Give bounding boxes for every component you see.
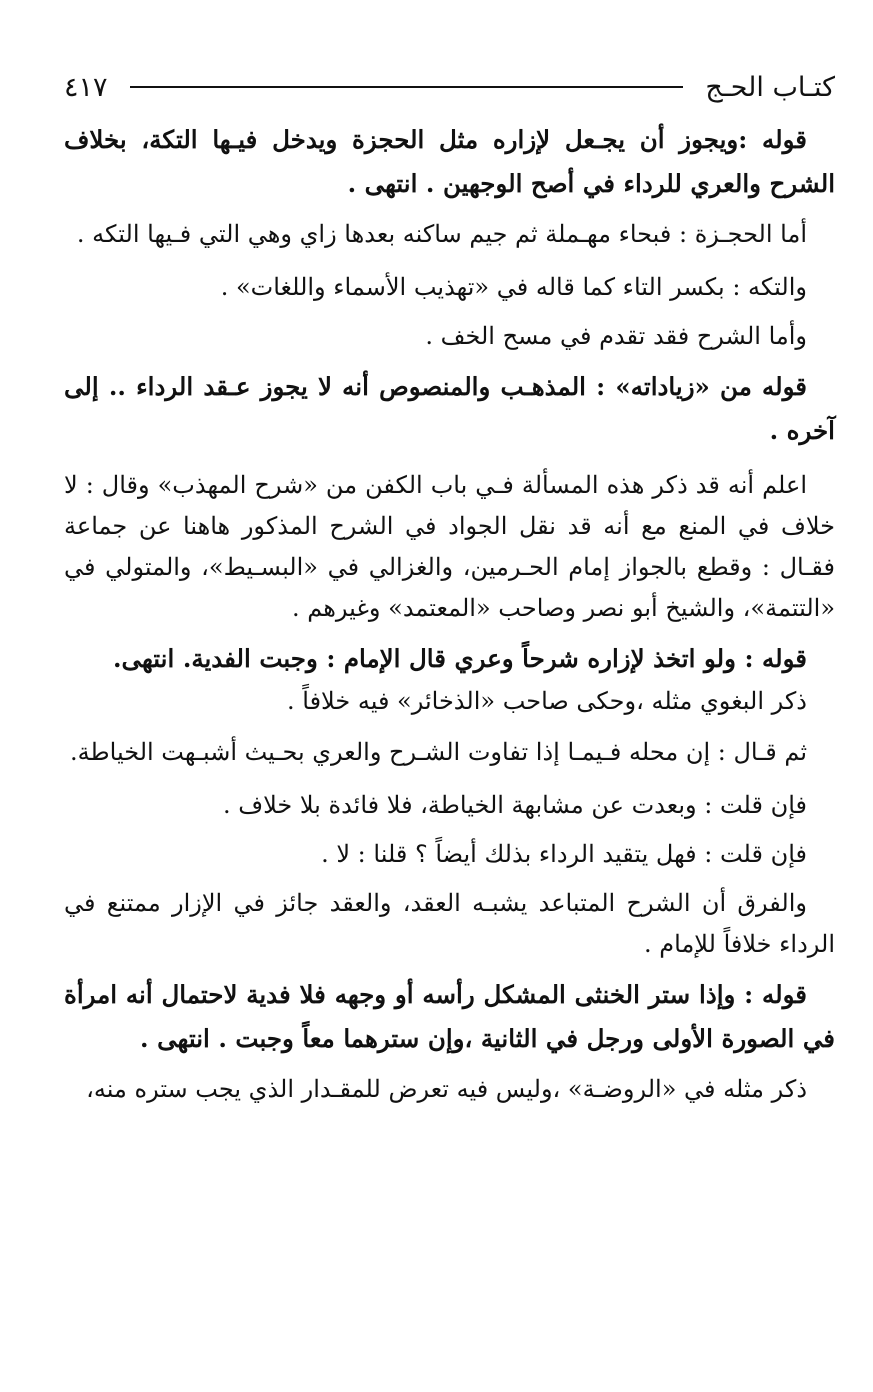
commentary-paragraph: ذكر البغوي مثله ،وحكى صاحب «الذخائر» فيه خلافاً . [287,687,807,715]
commentary-paragraph: والفرق أن الشرح المتباعد يشبـه العقد، والعقد جائز في الإزار ممتنع في الرداء خلافاً للإمام . [64,889,835,958]
quoted-passage: قوله : ولو اتخذ لإزاره شرحاً وعري قال الإمام : وجبت الفدية. انتهى. [113,644,807,673]
quoted-passage: قوله :ويجوز أن يجـعل لإزاره مثل الحجزة ويدخل فيـها التكة، بخلاف الشرح والعري للرداء في أصح الوجهين . انتهى . [64,125,835,198]
commentary-paragraph: ذكر مثله في «الروضـة» ،وليس فيه تعرض للمقـدار الذي يجب ستره منه، [86,1075,807,1103]
page-body [64,118,835,1110]
commentary-paragraph: ثم قـال : إن محله فـيمـا إذا تفاوت الشـرح والعري بحـيث أشبـهت الخياطة. [70,738,807,766]
commentary-paragraph: أما الحجـزة : فبحاء مهـملة ثم جيم ساكنه بعدها زاي وهي التي فـيها التكه . [76,220,807,248]
quoted-passage: قوله من «زياداته» : المذهـب والمنصوص أنه لا يجوز عـقد الرداء .. إلى آخره . [64,372,835,445]
running-title: كتـاب الحـج [705,71,835,103]
page-number: ٤١٧ [64,71,108,103]
header-rule [130,86,684,88]
commentary-paragraph: والتكه : بكسر التاء كما قاله في «تهذيب الأسماء واللغات» . [220,273,807,301]
commentary-paragraph: فإن قلت : فهل يتقيد الرداء بذلك أيضاً ؟ قلنا : لا . [321,840,807,868]
quoted-passage: قوله : وإذا ستر الخنثى المشكل رأسه أو وجهه فلا فدية لاحتمال أنه امرأة في الصورة الأولى ورجل في الثانية ،وإن سترهما معاً وجبت . انتهى . [64,980,835,1053]
page-header [64,62,835,112]
commentary-paragraph: اعلم أنه قد ذكر هذه المسألة فـي باب الكفن من «شرح المهذب» وقال : لا خلاف في المنع مع أنه قد نقل الجواد في الشرح المذكور هاهنا عن جماعة فقـال : وقطع بالجواز إمام الحـرمين، والغزالي في «البسـيط»، والمتولي في «التتمة»، والشيخ أبو نصر وصاحب «المعتمد» وغيرهم . [64,471,835,622]
commentary-paragraph: وأما الشرح فقد تقدم في مسح الخف . [425,322,807,350]
commentary-paragraph: فإن قلت : وبعدت عن مشابهة الخياطة، فلا فائدة بلا خلاف . [222,791,807,819]
